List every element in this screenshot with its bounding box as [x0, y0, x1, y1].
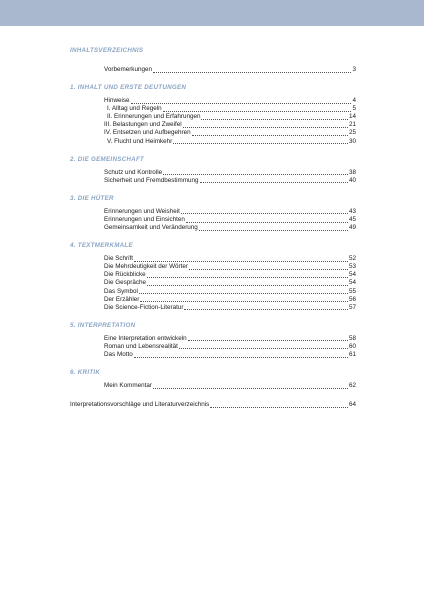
toc-entry-label: Die Science-Fiction-Literatur [104, 303, 184, 311]
dot-leader [134, 351, 348, 358]
dot-leader [189, 263, 348, 270]
toc-entry[interactable] [104, 224, 356, 232]
toc-entry-page: 57 [348, 303, 356, 311]
toc-entry-page: 61 [348, 350, 356, 358]
top-header-bar [0, 0, 424, 26]
toc-entry-label: Erinnerungen und Weisheit [104, 207, 180, 215]
toc-entry[interactable] [104, 97, 356, 105]
toc-entry-label: Erinnerungen und Einsichten [104, 215, 185, 223]
toc-entry[interactable] [104, 255, 356, 263]
dot-leader [181, 208, 348, 215]
toc-entry-label: Das Symbol [104, 287, 138, 295]
toc-entry-page: 4 [352, 97, 356, 105]
dot-leader [184, 304, 348, 311]
table-of-contents [70, 46, 356, 409]
toc-entry[interactable] [104, 304, 356, 312]
toc-entry[interactable] [104, 105, 356, 113]
toc-entry-page: 55 [348, 287, 356, 295]
dot-leader [188, 335, 348, 342]
toc-entry-label: IV. Entsetzen und Aufbegehren [104, 129, 191, 137]
toc-entry-page: 54 [348, 271, 356, 279]
toc-entry[interactable] [104, 216, 356, 224]
toc-sections [70, 83, 356, 390]
dot-leader [163, 169, 348, 176]
toc-entry-page: 5 [352, 105, 356, 113]
toc-entry-label: Interpretationsvorschläge und Literaturverzeichnis [70, 401, 210, 409]
toc-entry-page: 49 [348, 224, 356, 232]
toc-entry-label: Hinweise [104, 97, 130, 105]
toc-entry-page: 60 [348, 342, 356, 350]
toc-entry-label: Das Motto [104, 350, 133, 358]
toc-entry-page: 56 [348, 295, 356, 303]
toc-entry[interactable] [104, 351, 356, 359]
dot-leader [147, 279, 348, 286]
dot-leader [186, 216, 348, 223]
toc-entry-page: 21 [348, 121, 356, 129]
toc-entry-page: 14 [348, 113, 356, 121]
toc-entry-label: Mein Kommentar [104, 382, 152, 390]
toc-entry-page: 3 [352, 66, 356, 73]
dot-leader [163, 105, 352, 112]
toc-entry-page: 52 [348, 255, 356, 263]
dot-leader [210, 401, 348, 408]
dot-leader [153, 66, 352, 73]
toc-entry-label: I. Alltag und Regeln [107, 105, 162, 113]
toc-entry-page: 38 [348, 168, 356, 176]
toc-section-entries [70, 169, 356, 185]
toc-entry-label: III. Belastungen und Zweifel [104, 121, 182, 129]
toc-section-entries [70, 335, 356, 359]
toc-entry[interactable] [104, 113, 356, 121]
toc-section-entries [70, 382, 356, 390]
toc-final-entry-wrap [70, 401, 356, 409]
toc-entry[interactable] [104, 177, 356, 185]
dot-leader [139, 288, 348, 295]
toc-entry[interactable] [104, 288, 356, 296]
toc-entry-page: 45 [348, 215, 356, 223]
toc-entry-page: 25 [348, 129, 356, 137]
toc-entry-label: Roman und Lebensrealität [104, 342, 178, 350]
toc-entry-label: Vorbemerkungen [104, 66, 152, 73]
dot-leader [140, 296, 348, 303]
toc-entry[interactable] [104, 121, 356, 129]
toc-section-heading: 1. INHALT UND ERSTE DEUTUNGEN [70, 84, 187, 92]
toc-entry[interactable] [70, 401, 356, 409]
toc-entry-label: Die Gespräche [104, 279, 146, 287]
toc-entry[interactable] [104, 335, 356, 343]
toc-entry-label: Gemeinsamkeit und Veränderung [104, 224, 198, 232]
toc-entry-page: 40 [348, 176, 356, 184]
toc-section-entries [70, 208, 356, 232]
toc-entry[interactable] [104, 279, 356, 287]
toc-entry-label: Sicherheit und Fremdbestimmung [104, 176, 199, 184]
toc-entry[interactable] [104, 169, 356, 177]
toc-entry-label: II. Erinnerungen und Erfahrungen [107, 113, 201, 121]
toc-entry-label: Die Rückblicke [104, 271, 146, 279]
toc-entry-label: Eine Interpretation entwickeln [104, 334, 187, 342]
toc-section-heading: 3. DIE HÜTER [70, 194, 114, 202]
toc-entry[interactable] [104, 296, 356, 304]
toc-entry[interactable] [104, 129, 356, 137]
toc-entry-page: 43 [348, 207, 356, 215]
toc-entry-label: Schutz und Kontrolle [104, 168, 163, 176]
toc-entry-page: 54 [348, 279, 356, 287]
toc-entry-page: 30 [348, 137, 356, 145]
toc-entry-page: 64 [348, 401, 356, 409]
toc-entry-page: 58 [348, 334, 356, 342]
toc-entry[interactable] [104, 271, 356, 279]
toc-entry-page: 53 [348, 263, 356, 271]
toc-entry-label: Die Schrift [104, 255, 134, 263]
toc-section-heading: 6. KRITIK [70, 369, 101, 377]
toc-section-heading: 5. INTERPRETATION [70, 321, 136, 329]
dot-leader [153, 382, 348, 389]
toc-section-heading: 2. DIE GEMEINSCHAFT [70, 155, 145, 163]
dot-leader [147, 271, 348, 278]
toc-entry[interactable] [104, 343, 356, 351]
dot-leader [199, 224, 348, 231]
toc-entry-label: Die Mehrdeutigkeit der Wörter [104, 263, 188, 271]
toc-entry-label: Der Erzähler [104, 295, 140, 303]
toc-intro-entries [70, 66, 356, 74]
toc-entry[interactable] [104, 382, 356, 390]
toc-title: INHALTSVERZEICHNIS [70, 47, 144, 54]
toc-section-entries [70, 255, 356, 312]
dot-leader [179, 343, 348, 350]
toc-section-entries [70, 97, 356, 146]
toc-entry-page: 62 [348, 382, 356, 390]
dot-leader [173, 138, 348, 145]
dot-leader [183, 121, 348, 128]
toc-entry[interactable] [104, 208, 356, 216]
dot-leader [134, 255, 348, 262]
dot-leader [201, 113, 348, 120]
toc-section-heading: 4. TEXTMERKMALE [70, 242, 133, 250]
dot-leader [200, 177, 348, 184]
dot-leader [192, 129, 348, 136]
toc-entry[interactable] [104, 263, 356, 271]
toc-entry[interactable] [104, 66, 356, 74]
toc-entry[interactable] [104, 138, 356, 146]
dot-leader [131, 97, 352, 104]
toc-entry-label: V. Flucht und Heimkehr [107, 137, 173, 145]
